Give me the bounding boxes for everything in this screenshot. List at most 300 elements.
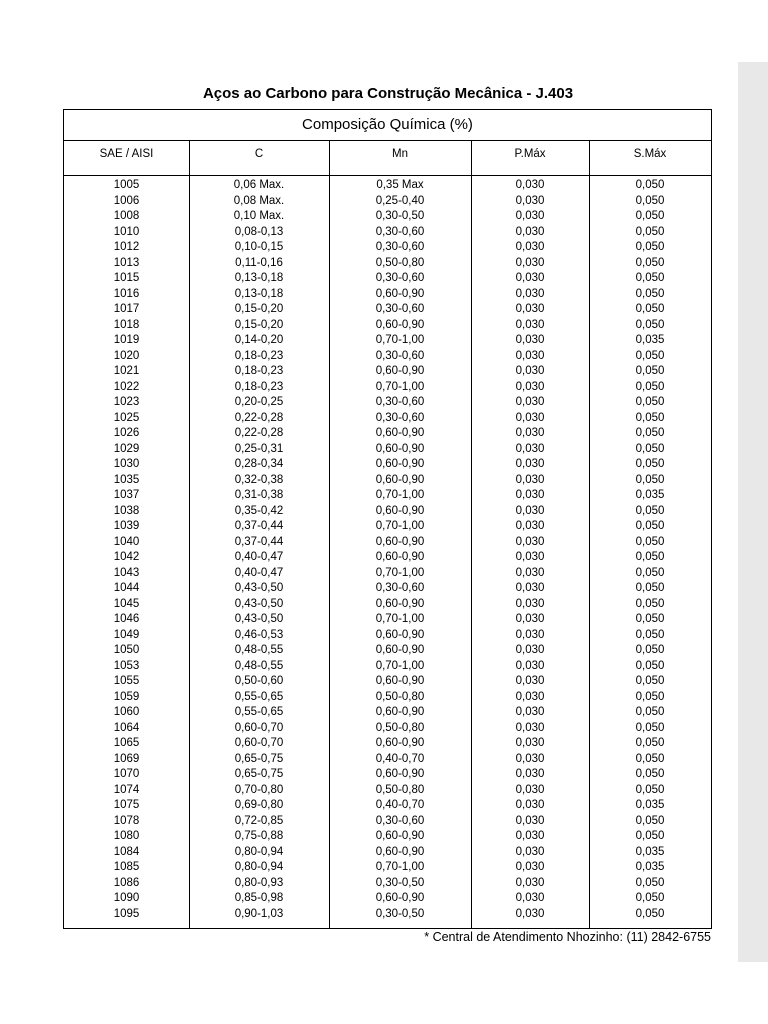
table-row [64,535,711,551]
p-max-cell: 0,030 [515,690,545,703]
p-max-cell: 0,030 [515,892,545,904]
s-max-cell: 0,050 [635,814,665,827]
table-row [64,612,711,628]
sae-aisi-cell: 1064 [113,721,140,734]
column-header-p-max: P.Máx [514,148,546,160]
mn-cell: 0,25-0,40 [375,194,425,207]
table-row [64,643,711,659]
s-max-cell: 0,050 [635,628,665,641]
c-cell: 0,55-0,65 [234,706,284,718]
s-max-cell: 0,050 [635,318,665,331]
s-max-cell: 0,050 [635,427,665,439]
table-row [64,349,711,365]
c-cell: 0,22-0,28 [234,411,284,424]
s-max-cell: 0,050 [635,411,665,424]
mn-cell: 0,60-0,90 [375,442,425,455]
p-max-cell: 0,030 [515,442,545,455]
p-max-cell: 0,030 [515,907,545,920]
p-max-cell: 0,030 [515,303,545,315]
c-cell: 0,85-0,98 [234,892,284,904]
c-cell: 0,40-0,47 [234,551,284,563]
s-max-cell: 0,050 [635,256,665,269]
table-row [64,240,711,256]
mn-cell: 0,30-0,60 [375,814,425,827]
mn-cell: 0,30-0,60 [375,396,425,408]
c-cell: 0,15-0,20 [234,303,284,315]
table-row [64,597,711,613]
mn-cell: 0,30-0,50 [375,907,425,920]
mn-cell: 0,30-0,60 [375,225,425,238]
s-max-cell: 0,050 [635,365,665,377]
mn-cell: 0,70-1,00 [375,380,425,393]
sae-aisi-cell: 1008 [113,210,140,222]
p-max-cell: 0,030 [515,256,545,269]
sae-aisi-cell: 1029 [113,442,140,455]
sae-aisi-cell: 1040 [113,535,140,548]
mn-cell: 0,60-0,90 [375,365,425,377]
sae-aisi-cell: 1017 [113,303,140,315]
sae-aisi-cell: 1060 [113,706,140,718]
p-max-cell: 0,030 [515,349,545,362]
table-header-row [64,141,711,176]
mn-cell: 0,60-0,90 [375,535,425,548]
c-cell: 0,50-0,60 [234,675,284,687]
mn-cell: 0,60-0,90 [375,892,425,904]
table-body [64,178,711,922]
c-cell: 0,20-0,25 [234,396,284,408]
sae-aisi-cell: 1055 [113,675,140,687]
mn-cell: 0,60-0,90 [375,830,425,842]
p-max-cell: 0,030 [515,241,545,253]
mn-cell: 0,70-1,00 [375,489,425,501]
table-row [64,209,711,225]
table-row [64,287,711,303]
sae-aisi-cell: 1085 [113,861,140,873]
sae-aisi-cell: 1042 [113,551,140,563]
sae-aisi-cell: 1069 [113,752,140,765]
c-cell: 0,46-0,53 [234,628,284,641]
sae-aisi-cell: 1019 [113,334,140,346]
p-max-cell: 0,030 [515,582,545,594]
table-row [64,876,711,892]
c-cell: 0,90-1,03 [234,907,284,920]
table-row [64,426,711,442]
c-cell: 0,60-0,70 [234,721,284,734]
c-cell: 0,18-0,23 [234,365,284,377]
table-row [64,891,711,907]
c-cell: 0,43-0,50 [234,582,284,594]
mn-cell: 0,60-0,90 [375,551,425,563]
mn-cell: 0,60-0,90 [375,287,425,300]
sae-aisi-cell: 1010 [113,225,140,238]
c-cell: 0,60-0,70 [234,737,284,749]
sae-aisi-cell: 1049 [113,628,140,641]
s-max-cell: 0,050 [635,907,665,920]
s-max-cell: 0,035 [635,861,665,873]
p-max-cell: 0,030 [515,861,545,873]
table-row [64,705,711,721]
c-cell: 0,75-0,88 [234,830,284,842]
s-max-cell: 0,050 [635,179,665,191]
mn-cell: 0,70-1,00 [375,566,425,579]
table-row [64,256,711,272]
p-max-cell: 0,030 [515,613,545,625]
p-max-cell: 0,030 [515,225,545,238]
p-max-cell: 0,030 [515,535,545,548]
s-max-cell: 0,050 [635,551,665,563]
c-cell: 0,31-0,38 [234,489,284,501]
sae-aisi-cell: 1035 [113,473,140,486]
sae-aisi-cell: 1043 [113,566,140,579]
table-row [64,752,711,768]
p-max-cell: 0,030 [515,799,545,811]
mn-cell: 0,60-0,90 [375,458,425,470]
table-row [64,907,711,923]
c-cell: 0,43-0,50 [234,613,284,625]
column-header-sae-aisi: SAE / AISI [99,148,154,160]
p-max-cell: 0,030 [515,721,545,734]
mn-cell: 0,30-0,60 [375,411,425,424]
p-max-cell: 0,030 [515,272,545,284]
s-max-cell: 0,050 [635,737,665,749]
p-max-cell: 0,030 [515,644,545,656]
table-row [64,194,711,210]
s-max-cell: 0,050 [635,721,665,734]
table-row [64,302,711,318]
table-row [64,674,711,690]
sae-aisi-cell: 1005 [113,179,140,191]
c-cell: 0,18-0,23 [234,380,284,393]
mn-cell: 0,60-0,90 [375,597,425,610]
s-max-cell: 0,050 [635,613,665,625]
sae-aisi-cell: 1039 [113,520,140,532]
s-max-cell: 0,050 [635,241,665,253]
mn-cell: 0,60-0,90 [375,318,425,331]
sae-aisi-cell: 1084 [113,845,140,858]
footnote-contact: * Central de Atendimento Nhozinho: (11) 2842-6755 [424,930,711,944]
c-cell: 0,65-0,75 [234,752,284,765]
p-max-cell: 0,030 [515,458,545,470]
p-max-cell: 0,030 [515,179,545,191]
mn-cell: 0,60-0,90 [375,644,425,656]
sae-aisi-cell: 1059 [113,690,140,703]
c-cell: 0,43-0,50 [234,597,284,610]
sae-aisi-cell: 1016 [113,287,140,300]
table-row [64,767,711,783]
table-row [64,225,711,241]
p-max-cell: 0,030 [515,814,545,827]
s-max-cell: 0,050 [635,349,665,362]
sae-aisi-cell: 1075 [113,799,140,811]
mn-cell: 0,35 Max [376,179,424,191]
table-row [64,798,711,814]
mn-cell: 0,30-0,60 [375,272,425,284]
p-max-cell: 0,030 [515,783,545,796]
s-max-cell: 0,050 [635,287,665,300]
c-cell: 0,08-0,13 [234,225,284,238]
table-row [64,473,711,489]
c-cell: 0,13-0,18 [234,272,284,284]
s-max-cell: 0,050 [635,194,665,207]
table-row [64,519,711,535]
c-cell: 0,80-0,94 [234,861,284,873]
table-row [64,690,711,706]
table-row [64,178,711,194]
s-max-cell: 0,050 [635,473,665,486]
mn-cell: 0,70-1,00 [375,861,425,873]
c-cell: 0,18-0,23 [234,349,284,362]
s-max-cell: 0,050 [635,830,665,842]
mn-cell: 0,50-0,80 [375,783,425,796]
table-row [64,783,711,799]
s-max-cell: 0,050 [635,876,665,889]
table-row [64,395,711,411]
table-row [64,860,711,876]
c-cell: 0,32-0,38 [234,473,284,486]
sae-aisi-cell: 1006 [113,194,140,207]
c-cell: 0,10 Max. [233,210,285,222]
c-cell: 0,06 Max. [233,179,285,191]
p-max-cell: 0,030 [515,380,545,393]
c-cell: 0,69-0,80 [234,799,284,811]
mn-cell: 0,60-0,90 [375,737,425,749]
p-max-cell: 0,030 [515,737,545,749]
p-max-cell: 0,030 [515,318,545,331]
s-max-cell: 0,035 [635,799,665,811]
table-row [64,566,711,582]
s-max-cell: 0,035 [635,845,665,858]
table-row [64,457,711,473]
table-row [64,271,711,287]
c-cell: 0,80-0,94 [234,845,284,858]
mn-cell: 0,40-0,70 [375,799,425,811]
c-cell: 0,15-0,20 [234,318,284,331]
sae-aisi-cell: 1044 [113,582,140,594]
sae-aisi-cell: 1080 [113,830,140,842]
s-max-cell: 0,050 [635,225,665,238]
mn-cell: 0,30-0,60 [375,582,425,594]
table-row [64,488,711,504]
table-row [64,721,711,737]
mn-cell: 0,70-1,00 [375,659,425,672]
p-max-cell: 0,030 [515,194,545,207]
c-cell: 0,28-0,34 [234,458,284,470]
sae-aisi-cell: 1022 [113,380,140,393]
sae-aisi-cell: 1013 [113,256,140,269]
sae-aisi-cell: 1037 [113,489,140,501]
sae-aisi-cell: 1046 [113,613,140,625]
mn-cell: 0,60-0,90 [375,473,425,486]
c-cell: 0,22-0,28 [234,427,284,439]
sae-aisi-cell: 1053 [113,659,140,672]
p-max-cell: 0,030 [515,411,545,424]
p-max-cell: 0,030 [515,334,545,346]
s-max-cell: 0,050 [635,582,665,594]
table-row [64,628,711,644]
p-max-cell: 0,030 [515,659,545,672]
s-max-cell: 0,050 [635,442,665,455]
c-cell: 0,08 Max. [233,194,285,207]
c-cell: 0,48-0,55 [234,659,284,672]
composition-table [63,109,712,929]
c-cell: 0,35-0,42 [234,504,284,517]
s-max-cell: 0,050 [635,504,665,517]
s-max-cell: 0,050 [635,272,665,284]
mn-cell: 0,70-1,00 [375,334,425,346]
mn-cell: 0,30-0,60 [375,349,425,362]
sae-aisi-cell: 1095 [113,907,140,920]
column-header-s-max: S.Máx [633,148,667,160]
p-max-cell: 0,030 [515,830,545,842]
s-max-cell: 0,050 [635,566,665,579]
table-row [64,504,711,520]
s-max-cell: 0,050 [635,458,665,470]
mn-cell: 0,30-0,50 [375,210,425,222]
s-max-cell: 0,035 [635,489,665,501]
c-cell: 0,25-0,31 [234,442,284,455]
p-max-cell: 0,030 [515,566,545,579]
s-max-cell: 0,050 [635,659,665,672]
mn-cell: 0,30-0,60 [375,303,425,315]
sae-aisi-cell: 1074 [113,783,140,796]
sae-aisi-cell: 1012 [113,241,140,253]
table-caption: Composição Química (%) [64,110,711,141]
p-max-cell: 0,030 [515,675,545,687]
p-max-cell: 0,030 [515,427,545,439]
sae-aisi-cell: 1025 [113,411,140,424]
table-row [64,333,711,349]
s-max-cell: 0,050 [635,597,665,610]
p-max-cell: 0,030 [515,396,545,408]
c-cell: 0,80-0,93 [234,876,284,889]
sae-aisi-cell: 1078 [113,814,140,827]
sae-aisi-cell: 1038 [113,504,140,517]
s-max-cell: 0,050 [635,690,665,703]
c-cell: 0,10-0,15 [234,241,284,253]
c-cell: 0,13-0,18 [234,287,284,300]
c-cell: 0,37-0,44 [234,520,284,532]
c-cell: 0,65-0,75 [234,768,284,780]
mn-cell: 0,30-0,60 [375,241,425,253]
mn-cell: 0,30-0,50 [375,876,425,889]
s-max-cell: 0,050 [635,380,665,393]
c-cell: 0,48-0,55 [234,644,284,656]
sae-aisi-cell: 1020 [113,349,140,362]
p-max-cell: 0,030 [515,876,545,889]
mn-cell: 0,60-0,90 [375,504,425,517]
table-row [64,380,711,396]
sae-aisi-cell: 1018 [113,318,140,331]
c-cell: 0,55-0,65 [234,690,284,703]
s-max-cell: 0,050 [635,396,665,408]
s-max-cell: 0,050 [635,706,665,718]
mn-cell: 0,60-0,90 [375,427,425,439]
s-max-cell: 0,050 [635,752,665,765]
sae-aisi-cell: 1026 [113,427,140,439]
sae-aisi-cell: 1030 [113,458,140,470]
column-header-c: C [254,148,264,160]
mn-cell: 0,60-0,90 [375,675,425,687]
mn-cell: 0,60-0,90 [375,845,425,858]
s-max-cell: 0,050 [635,303,665,315]
table-row [64,411,711,427]
mn-cell: 0,70-1,00 [375,613,425,625]
sae-aisi-cell: 1021 [113,365,140,377]
table-row [64,364,711,380]
sae-aisi-cell: 1045 [113,597,140,610]
s-max-cell: 0,050 [635,644,665,656]
sae-aisi-cell: 1023 [113,396,140,408]
p-max-cell: 0,030 [515,706,545,718]
mn-cell: 0,50-0,80 [375,721,425,734]
mn-cell: 0,50-0,80 [375,690,425,703]
table-row [64,845,711,861]
p-max-cell: 0,030 [515,473,545,486]
c-cell: 0,14-0,20 [234,334,284,346]
p-max-cell: 0,030 [515,489,545,501]
s-max-cell: 0,050 [635,783,665,796]
s-max-cell: 0,050 [635,210,665,222]
p-max-cell: 0,030 [515,504,545,517]
mn-cell: 0,70-1,00 [375,520,425,532]
c-cell: 0,11-0,16 [235,256,283,269]
c-cell: 0,37-0,44 [234,535,284,548]
p-max-cell: 0,030 [515,845,545,858]
table-row [64,442,711,458]
table-row [64,318,711,334]
mn-cell: 0,40-0,70 [375,752,425,765]
mn-cell: 0,60-0,90 [375,628,425,641]
p-max-cell: 0,030 [515,752,545,765]
sae-aisi-cell: 1015 [113,272,140,284]
table-row [64,829,711,845]
mn-cell: 0,60-0,90 [375,706,425,718]
table-row [64,814,711,830]
table-row [64,581,711,597]
p-max-cell: 0,030 [515,520,545,532]
s-max-cell: 0,050 [635,535,665,548]
table-row [64,659,711,675]
c-cell: 0,70-0,80 [234,783,284,796]
mn-cell: 0,60-0,90 [375,768,425,780]
s-max-cell: 0,050 [635,892,665,904]
sae-aisi-cell: 1050 [113,644,140,656]
p-max-cell: 0,030 [515,210,545,222]
viewer-side-strip [738,62,768,962]
p-max-cell: 0,030 [515,597,545,610]
p-max-cell: 0,030 [515,551,545,563]
s-max-cell: 0,050 [635,675,665,687]
s-max-cell: 0,050 [635,768,665,780]
sae-aisi-cell: 1070 [113,768,140,780]
s-max-cell: 0,035 [635,334,665,346]
sae-aisi-cell: 1090 [113,892,140,904]
mn-cell: 0,50-0,80 [375,256,425,269]
sae-aisi-cell: 1065 [113,737,140,749]
table-row [64,736,711,752]
column-header-mn: Mn [392,148,408,160]
c-cell: 0,72-0,85 [234,814,284,827]
p-max-cell: 0,030 [515,768,545,780]
c-cell: 0,40-0,47 [234,566,284,579]
document-title: Aços ao Carbono para Construção Mecânica - J.403 [202,85,574,102]
s-max-cell: 0,050 [635,520,665,532]
table-row [64,550,711,566]
p-max-cell: 0,030 [515,365,545,377]
p-max-cell: 0,030 [515,287,545,300]
p-max-cell: 0,030 [515,628,545,641]
sae-aisi-cell: 1086 [113,876,140,889]
